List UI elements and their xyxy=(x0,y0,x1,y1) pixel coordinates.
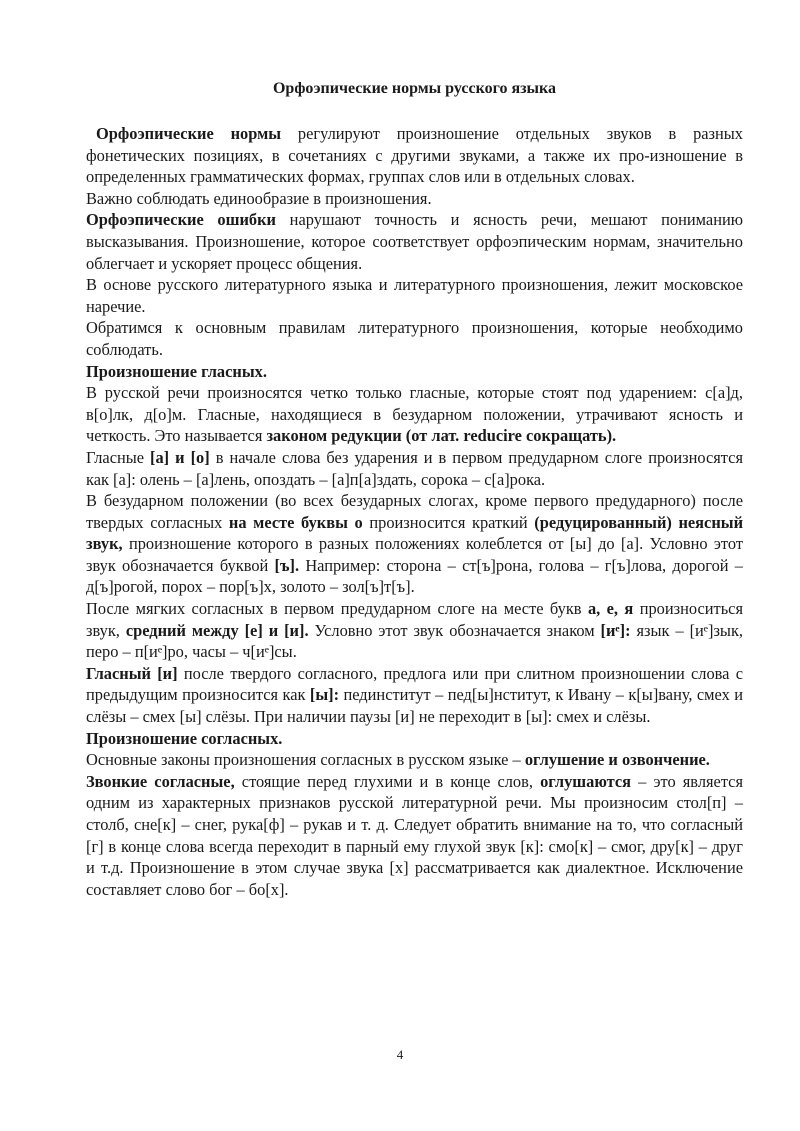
text-run: язык – [иᵉ]зык, перо – п[иᵉ]ро, часы – ч[иᵉ]сы. xyxy=(86,620,744,662)
text-run: Обратимся к основным правилам литературного произношения, которые необходимо соблюдать. xyxy=(86,318,743,359)
text-run: Условно этот звук обозначается знаком xyxy=(308,620,601,640)
bold-term: [ъ]. xyxy=(274,555,300,575)
page-number: 4 xyxy=(396,1047,404,1062)
text-run: произношение которого в разных положениях колеблется от [ы] до [а]. Условно этот звук обозначается буквой xyxy=(86,534,743,575)
paragraph xyxy=(86,209,743,274)
bold-term: законом редукции (от лат. reducire сокращать). xyxy=(266,426,617,446)
section-heading xyxy=(86,728,743,750)
bold-term: Звонкие согласные, xyxy=(86,771,235,791)
text-run: нарушают точность и ясность речи, мешают пониманию высказывания. Произношение, которое соответствует орфоэпическим нормам, значительно облегчает и ускоряет процесс общения. xyxy=(86,210,743,273)
bold-term: оглушаются xyxy=(540,771,632,791)
text-run: Произношение гласных. xyxy=(86,361,267,381)
paragraph xyxy=(86,598,743,663)
page-title: Орфоэпические нормы русского языка xyxy=(272,80,556,97)
paragraph xyxy=(86,317,743,360)
paragraph xyxy=(86,274,743,317)
paragraph xyxy=(86,447,743,490)
bold-term: средний между [е] и [и]. xyxy=(125,620,309,640)
text-run: В русской речи произносятся четко только гласные, которые стоят под ударением: с[а]д, в[о]лк, д[о]м. Гласные, находящиеся в безударном положении, утрачивают ясность и четкость. Это называется xyxy=(86,383,743,446)
text-run: Произношение согласных. xyxy=(86,728,283,748)
text-run: стоящие перед глухими и в конце слов, xyxy=(234,771,541,791)
bold-term: а, е, я xyxy=(587,599,634,619)
text-run: После мягких согласных в первом предударном слоге на месте букв xyxy=(86,599,588,619)
text-run: В основе русского литературного языка и литературного произношения, лежит московское наречие. xyxy=(86,275,743,316)
paragraph xyxy=(86,188,743,210)
text-run: произноситься звук, xyxy=(86,599,744,640)
document-body xyxy=(86,123,743,900)
text-run: произносится краткий xyxy=(362,512,535,532)
text-run: Гласные xyxy=(86,447,151,467)
text-run: после твердого согласного, предлога или при слитном произношении слова с предыдущим произносится как xyxy=(86,663,743,705)
text-run: пединститут – пед[ы]нститут, к Ивану – к[ы]вану, смех и слёзы – смех [ы] слёзы. При наличии паузы [и] не переходит в [ы]: смех и слёзы. xyxy=(86,685,743,727)
paragraph xyxy=(86,663,743,728)
bold-term: [иᵉ]: xyxy=(600,620,631,640)
paragraph xyxy=(86,490,743,598)
text-run: Важно соблюдать единообразие в произношения. xyxy=(86,188,432,208)
bold-term: [ы]: xyxy=(309,685,340,705)
bold-term: (редуцированный) неясный звук, xyxy=(86,512,744,554)
paragraph xyxy=(86,749,743,771)
bold-term: [а] и [о] xyxy=(150,447,210,467)
bold-term: Орфоэпические ошибки xyxy=(86,210,276,230)
bold-term: на месте буквы о xyxy=(228,512,363,532)
text-run: Основные законы произношения согласных в русском языке – xyxy=(86,750,525,770)
paragraph xyxy=(86,123,743,188)
paragraph xyxy=(86,771,743,901)
text-run: В безударном положении (во всех безударных слогах, кроме первого предударного) после твердых согласных xyxy=(86,491,743,532)
bold-term: Гласный [и] xyxy=(86,663,178,683)
text-run: – это является одним из характерных признаков русской литературной речи. Мы произносим стол[п] – столб, сне[к] – снег, рука[ф] – рукав и т. д. Следует обратить внимание на то, что согласный [г] в конце слова всегда переходит в парный ему глухой звук [к]: смо[к] – смог, дру[к] – друг и т.д. Произношение в этом случае звука [х] рассматривается как диалектное. Исключение составляет слово бог – бо[х]. xyxy=(86,771,743,899)
text-run: в начале слова без ударения и в первом предударном слоге произносятся как [а]: олень – [а]лень, опоздать – [а]п[а]здать, сорока – с[а]рока. xyxy=(86,447,743,489)
text-run: регулируют произношение отдельных звуков в разных фонетических позициях, в сочетаниях с другими звуками, а также их про-изношение в определенных грамматических формах, группах слов или в отдельных словах. xyxy=(86,124,743,187)
bold-term: Орфоэпические нормы xyxy=(96,124,282,143)
paragraph xyxy=(86,382,743,447)
bold-term: оглушение и озвончение. xyxy=(524,750,710,770)
text-run: Например: сторона – ст[ъ]рона, голова – г[ъ]лова, дорогой – д[ъ]рогой, порох – пор[ъ]х, золото – зол[ъ]т[ъ]. xyxy=(86,555,743,597)
section-heading xyxy=(86,361,743,383)
